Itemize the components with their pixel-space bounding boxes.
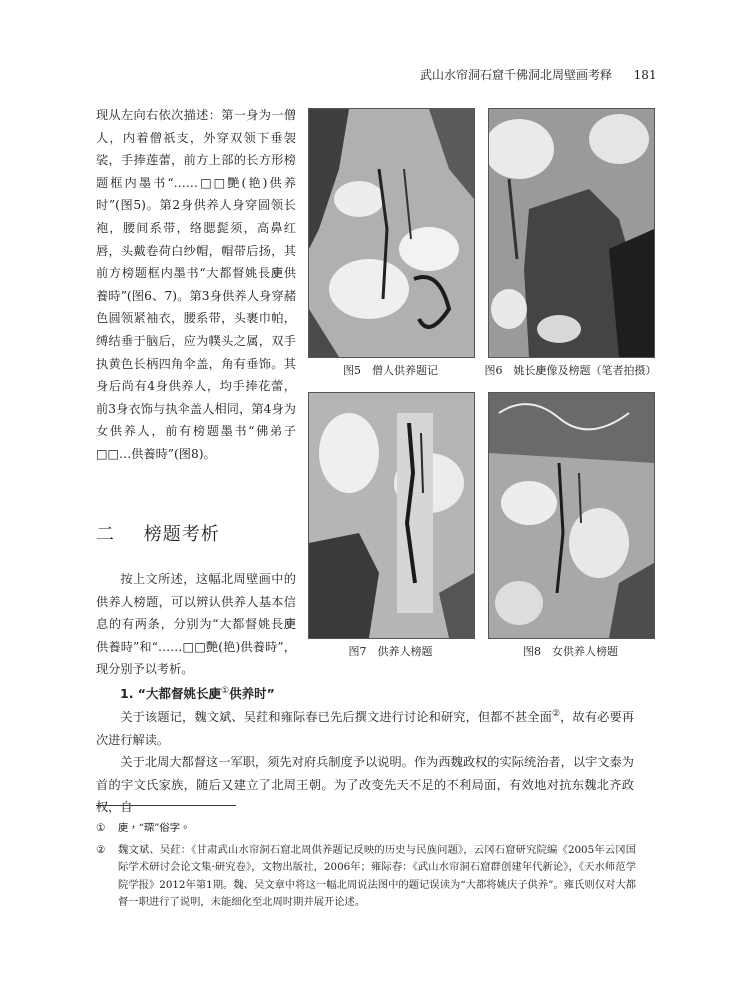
body-text <box>96 703 634 819</box>
page-number: 181 <box>633 68 657 82</box>
footnote-mark: ② <box>96 843 106 856</box>
figure-5-photo <box>308 108 475 358</box>
footnote-mark: ① <box>96 822 106 834</box>
figure-7-caption: 图7 供养人榜题 <box>348 645 433 658</box>
footnote-text: 𢈔，“琛”俗字。 <box>118 822 191 834</box>
figure-5-caption: 图5 僧人供养题记 <box>343 364 438 377</box>
figure-6-caption: 图6 姚长𢈔像及榜题（笔者拍摄） <box>484 364 657 377</box>
running-title: 武山水帘洞石窟千佛洞北周壁画考释 <box>420 68 613 82</box>
subsection-title-end: 供养时” <box>229 686 275 701</box>
subsection-heading <box>120 683 275 702</box>
footnote-rule <box>96 805 236 806</box>
figure-7-photo <box>308 392 475 639</box>
footnote-1 <box>96 820 636 838</box>
figure-8-photo <box>488 392 655 639</box>
figure-6-photo <box>488 108 655 358</box>
section-title: 榜题考析 <box>143 524 220 545</box>
figure-8-caption: 图8 女供养人榜题 <box>523 645 618 658</box>
left-column-text <box>96 104 296 466</box>
body-p1-b: ，故有必要再次进行解读。 <box>96 710 635 747</box>
section-intro-text <box>96 568 296 681</box>
subsection-title: 1. “大都督姚长𢈔 <box>120 686 222 701</box>
body-p1-a: 关于该题记，魏文斌、吴荭和雍际春已先后撰文进行讨论和研究，但都不甚全面 <box>120 710 552 725</box>
description-paragraph: 现从左向右依次描述：第一身为一僧人，内着僧祇支，外穿双领下垂袈裟，手捧莲蕾，前方上部的长方形榜题框内墨书“……□□艷(艳)供养时”(图5)。第2身供养人身穿圆领长袍，腰间系带，络腮髭须，高鼻红唇，头戴卷荷白纱帽，帽带后扬，其前方榜题框内墨书“大都督姚長𢈔供養時”(图6、7)。第3身供养人身穿赭色圆领紧袖衣，腰系带，头裹巾帕，缚结垂于脑后，应为幞头之属，双手执黄色长柄四角伞盖，角有垂饰。其身后尚有4身供养人，均手捧花蕾，前3身衣饰与执伞盖人相同，第4身为女供养人，前有榜题墨书“佛弟子□□…供養時”(图8)。 <box>96 108 296 461</box>
section-intro-paragraph: 按上文所述，这幅北周壁画中的供养人榜题，可以辨认供养人基本信息的有两条，分别为“大都督姚長𢈔供養時”和“……□□艷(艳)供養時”，现分别予以考析。 <box>96 572 296 677</box>
body-paragraph-2: 关于北周大都督这一军职，须先对府兵制度予以说明。作为西魏政权的实际统治者，以宇文泰为首的宇文氏家族，随后又建立了北周王朝。为了改变先天不足的不利局面，有效地对抗东魏北齐政权，自 <box>96 755 634 815</box>
footnote-2 <box>96 842 636 912</box>
footnote-ref-1[interactable]: ① <box>221 685 230 696</box>
running-header <box>420 66 657 84</box>
section-number: 二 <box>96 524 115 545</box>
section-heading <box>96 520 296 546</box>
footnote-text: 魏文斌、吴荭：《甘肃武山水帘洞石窟北周供养题记反映的历史与民族问题》，云冈石窟研究院编《2005年云冈国际学术研讨会论文集·研究卷》，文物出版社，2006年；雍际春：《武山水帘洞石窟群创建年代新论》，《天水师范学院学报》2012年第1期。魏、吴文章中将这一幅北周说法图中的题记误读为“大都将姚庆子供养”。雍氏则仅对大都督一职进行了说明，未能细化至北周时期并展开论述。 <box>118 843 636 908</box>
footnote-ref-2[interactable]: ② <box>551 709 561 719</box>
body-paragraph-1 <box>96 703 634 751</box>
footnotes <box>96 820 636 916</box>
